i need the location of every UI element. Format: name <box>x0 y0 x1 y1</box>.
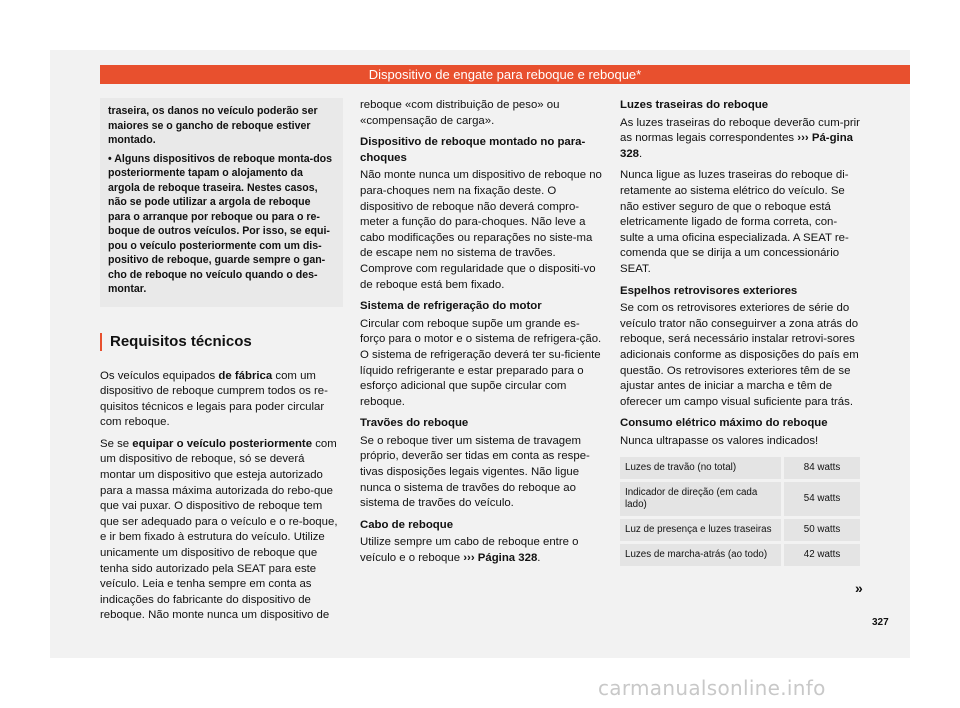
table-cell-value: 54 watts <box>783 481 861 518</box>
page-link[interactable]: ››› Página 328 <box>463 552 538 565</box>
subheading-tail-lights: Luzes traseiras do reboque <box>620 99 769 111</box>
column-middle <box>360 98 603 573</box>
paragraph-bumper: Não monte nunca um dispositivo de reboque no para-choques nem na fixação deste. O dispositivo de reboque não deverá compro-meter a função do para-choques. Não leve a cabo modificações ou reparações no siste-ma de escape nem no sistema de travões. Comprove com regularidade que o dispositi-vo de reboque está bem fixado. <box>360 169 602 291</box>
table-row <box>620 543 860 568</box>
table-row <box>620 481 860 518</box>
paragraph-continued: reboque «com distribuição de peso» ou «compensação de carga». <box>360 99 560 127</box>
warning-box <box>100 98 343 307</box>
subheading-power: Consumo elétrico máximo do reboque <box>620 417 828 430</box>
table-cell-value: 50 watts <box>783 518 861 543</box>
paragraph-electrical: Nunca ligue as luzes traseiras do reboque di-retamente ao sistema elétrico do veículo. Se não estiver seguro de que o reboque está eletricamente ligado de forma correta, con-sulte a uma oficina especializada. A SEAT re-comenda que se dirija a um concessionário SEAT. <box>620 169 849 275</box>
continue-mark: » <box>855 580 863 596</box>
table-cell-label: Indicador de direção (em cada lado) <box>620 481 783 518</box>
power-table <box>620 457 860 569</box>
page-number: 327 <box>872 617 889 628</box>
section-title: Requisitos técnicos <box>100 333 343 351</box>
page-header: Dispositivo de engate para reboque e reboque* <box>100 65 910 84</box>
paragraph-cable: Utilize sempre um cabo de reboque entre o veículo e o reboque ››› Página 328. <box>360 536 579 565</box>
warning-text-2: • Alguns dispositivos de reboque monta-dos posteriormente tapam o alojamento da argola de reboque traseira. Nestes casos, não se pode utilizar a argola de reboque para o arranque por reboque ou para o re-boque de outros veículos. Por isso, se equi-pou o veículo posteriormente com um dis-positivo de reboque, guarde sempre o gan-cho de reboque no veículo quando o des-montar. <box>108 152 333 295</box>
table-row <box>620 457 860 481</box>
paragraph-brakes: Se o reboque tiver um sistema de travagem próprio, deverão ser tidas em conta as respe-tivas disposições legais vigentes. Não ligue nunca o sistema de travões do reboque ao sistema de travões do veículo. <box>360 434 590 510</box>
subheading-bumper: Dispositivo de reboque montado no para-choques <box>360 136 586 164</box>
table-cell-label: Luzes de marcha-atrás (ao todo) <box>620 543 783 568</box>
column-right <box>620 98 860 569</box>
table-cell-label: Luzes de travão (no total) <box>620 457 783 481</box>
table-cell-label: Luz de presença e luzes traseiras <box>620 518 783 543</box>
manual-page <box>50 50 910 658</box>
subheading-brakes: Travões do reboque <box>360 417 469 430</box>
paragraph-mirrors: Se com os retrovisores exteriores de série do veículo trator não conseguirver a zona atrás do reboque, será necessário instalar retrovi-sores adicionais conforme as disposições do país em questão. Os retrovisores exteriores têm de se ajustar antes de iniciar a marcha e têm de oferecer um campo visual suficiente para trás. <box>620 302 859 408</box>
table-row <box>620 518 860 543</box>
table-cell-value: 84 watts <box>783 457 861 481</box>
paragraph-tail-lights: As luzes traseiras do reboque deverão cum-prir as normas legais correspondentes ››› Pá-gina 328. <box>620 116 860 160</box>
page-link[interactable]: ››› Pá-gina 328 <box>620 132 853 160</box>
paragraph-power: Nunca ultrapasse os valores indicados! <box>620 434 819 447</box>
paragraph-retrofit: Se se equipar o veículo posteriormente com um dispositivo de reboque, só se deverá montar um dispositivo que esteja autorizado para a massa máxima autorizada do rebo-que que vai puxar. O dispositivo de reboque tem que ser adequado para o veículo e o re-boque, e ir bem fixado à estrutura do veículo. Utilize unicamente um dispositivo de reboque que tenha sido autorizado pela SEAT para este veículo. Leia e tenha sempre em conta as indicações do fabricante do dispositivo de reboque. Não monte nunca um dispositivo de <box>100 437 338 622</box>
warning-text-1: traseira, os danos no veículo poderão ser maiores se o gancho de reboque estiver montado. <box>108 105 318 146</box>
subheading-mirrors: Espelhos retrovisores exteriores <box>620 284 798 297</box>
paragraph-factory: Os veículos equipados de fábrica com um dispositivo de reboque cumprem todos os re-quisitos técnicos e legais para poder circular com reboque. <box>100 369 328 429</box>
table-cell-value: 42 watts <box>783 543 861 568</box>
column-left <box>100 98 343 630</box>
subheading-cable: Cabo de reboque <box>360 518 454 531</box>
paragraph-cooling: Circular com reboque supõe um grande es-forço para o motor e o sistema de refrigera-ção. O sistema de refrigeração deverá ter su-ficiente líquido refrigerante e estar preparado para o esforço adicional que supõe circular com reboque. <box>360 317 602 408</box>
watermark: carmanualsonline.info <box>598 676 826 700</box>
subheading-cooling: Sistema de refrigeração do motor <box>360 300 542 313</box>
